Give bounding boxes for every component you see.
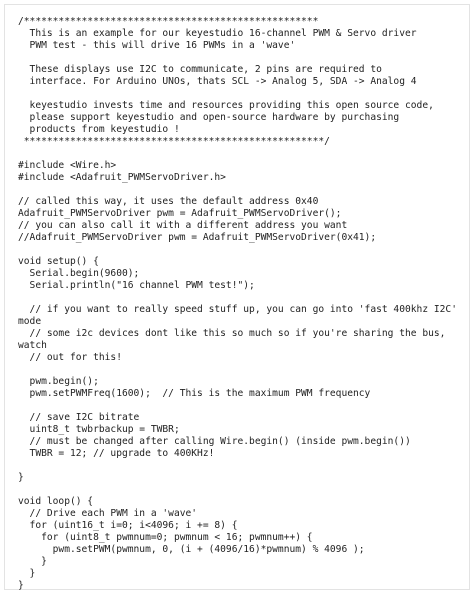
- code-line: [18, 88, 459, 100]
- code-line: These displays use I2C to communicate, 2 pins are required to: [18, 64, 382, 75]
- code-line: }: [18, 556, 47, 567]
- code-listing: [18, 16, 459, 592]
- code-line: Serial.println("16 channel PWM test!");: [18, 280, 255, 291]
- code-line: // called this way, it uses the default address 0x40: [18, 196, 319, 207]
- code-line: // you can also call it with a different address you want: [18, 220, 348, 231]
- code-line: for (uint8_t pwmnum=0; pwmnum < 16; pwmnum++) {: [18, 532, 313, 543]
- code-line: products from keyestudio !: [18, 124, 180, 135]
- code-line: void loop() {: [18, 496, 94, 507]
- code-line: Serial.begin(9600);: [18, 268, 140, 279]
- code-line: }: [18, 472, 24, 483]
- code-line: // if you want to really speed stuff up, you can go into 'fast 400khz I2C': [18, 304, 457, 315]
- code-line: [18, 484, 459, 496]
- code-line: [18, 364, 459, 376]
- code-line: [18, 52, 459, 64]
- code-line: watch: [18, 340, 47, 351]
- code-line: please support keyestudio and open-source hardware by purchasing: [18, 112, 400, 123]
- code-line: keyestudio invests time and resources providing this open source code,: [18, 100, 434, 111]
- code-line: TWBR = 12; // upgrade to 400KHz!: [18, 448, 215, 459]
- code-line: }: [18, 580, 24, 591]
- code-line: ****************************************************/: [18, 136, 330, 147]
- code-line: interface. For Arduino UNOs, thats SCL -> Analog 5, SDA -> Analog 4: [18, 76, 417, 87]
- code-line: Adafruit_PWMServoDriver pwm = Adafruit_PWMServoDriver();: [18, 208, 342, 219]
- code-line: // some i2c devices dont like this so much so if you're sharing the bus,: [18, 328, 446, 339]
- code-line: [18, 292, 459, 304]
- code-line: for (uint16_t i=0; i<4096; i += 8) {: [18, 520, 238, 531]
- code-line: [18, 244, 459, 256]
- code-line: PWM test - this will drive 16 PWMs in a 'wave': [18, 40, 296, 51]
- code-line: // Drive each PWM in a 'wave': [18, 508, 198, 519]
- code-line: pwm.setPWMFreq(1600); // This is the maximum PWM frequency: [18, 388, 371, 399]
- code-line: // save I2C bitrate: [18, 412, 140, 423]
- code-line: //Adafruit_PWMServoDriver pwm = Adafruit_PWMServoDriver(0x41);: [18, 232, 377, 243]
- code-line: // must be changed after calling Wire.begin() (inside pwm.begin()): [18, 436, 411, 447]
- code-line: #include <Wire.h>: [18, 160, 117, 171]
- code-line: [18, 460, 459, 472]
- code-line: [18, 184, 459, 196]
- code-line: }: [18, 568, 36, 579]
- code-line: pwm.begin();: [18, 376, 99, 387]
- code-block: [4, 4, 470, 590]
- code-line: pwm.setPWM(pwmnum, 0, (i + (4096/16)*pwmnum) % 4096 );: [18, 544, 365, 555]
- code-line: void setup() {: [18, 256, 99, 267]
- code-line: #include <Adafruit_PWMServoDriver.h>: [18, 172, 226, 183]
- code-line: [18, 148, 459, 160]
- code-line: [18, 400, 459, 412]
- code-line: /***************************************************: [18, 16, 319, 27]
- code-line: uint8_t twbrbackup = TWBR;: [18, 424, 180, 435]
- code-line: This is an example for our keyestudio 16-channel PWM & Servo driver: [18, 28, 417, 39]
- code-line: // out for this!: [18, 352, 122, 363]
- code-line: mode: [18, 316, 42, 327]
